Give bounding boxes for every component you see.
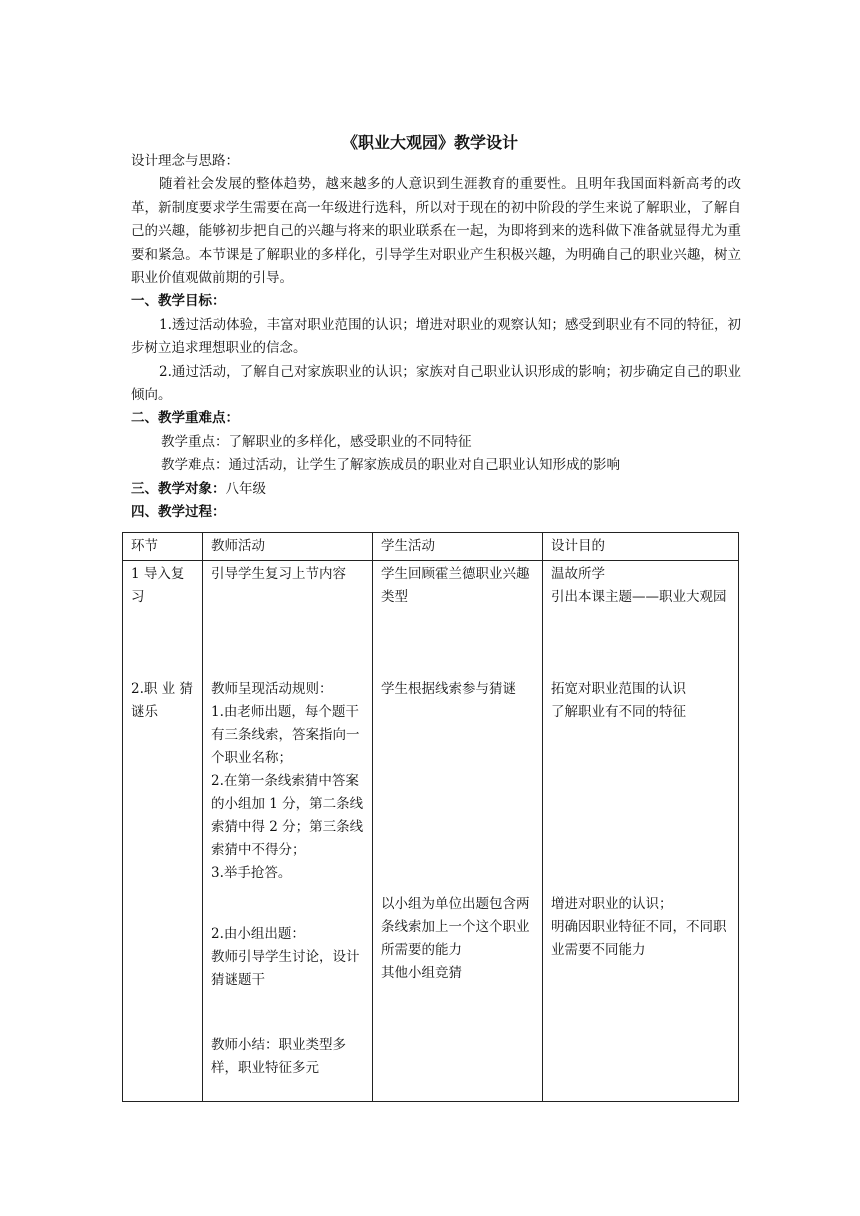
purpose-group: 增进对职业的认识； 明确因职业特征不同，不同职业需要不同能力 bbox=[551, 896, 727, 958]
difficult-point: 教学难点：通过活动，让学生了解家族成员的职业对自己职业认知形成的影响 bbox=[161, 457, 620, 474]
teacher-rules: 教师呈现活动规则： 1.由老师出题，每个题干有三条线索，答案指向一个职业名称； 2.在第一条线索猜中答案的小组加 1 分，第二条线索猜中得 2 分；第三条线索猜中不得分； 3.举手抢答。 bbox=[211, 681, 364, 881]
header-teacher: 教师活动 bbox=[203, 533, 373, 561]
stage-cell bbox=[123, 561, 203, 1102]
section-idea-heading: 设计理念与思路： bbox=[131, 153, 239, 169]
key-point: 教学重点：了解职业的多样化，感受职业的不同特征 bbox=[161, 433, 472, 450]
student-row1: 学生回顾霍兰德职业兴趣类型 bbox=[381, 566, 530, 605]
table-header-row bbox=[123, 533, 739, 561]
teacher-group-question: 2.由小组出题： 教师引导学生讨论，设计猜谜题干 bbox=[211, 926, 360, 988]
section-goals-heading: 一、教学目标： bbox=[131, 293, 226, 310]
idea-paragraph: 随着社会发展的整体趋势，越来越多的人意识到生涯教育的重要性。且明年我国面料新高考的改革，新制度要求学生需要在高一年级进行选科，所以对于现在的初中阶段的学生来说了解职业，了解自己的兴趣，能够初步把自己的兴趣与将来的职业联系在一起，为即将到来的选科做下准备就显得尤为重要和紧急。本节课是了解职业的多样化，引导学生对职业产生积极兴趣，为明确自己的职业兴趣，树立职业价值观做前期的引导。 bbox=[131, 176, 741, 287]
header-stage: 环节 bbox=[123, 533, 203, 561]
header-purpose: 设计目的 bbox=[543, 533, 739, 561]
goal-2: 2.通过活动，了解自己对家族职业的认识；家族对自己职业认识形成的影响；初步确定自己的职业倾向。 bbox=[131, 363, 741, 404]
section-target-value: 八年级 bbox=[225, 480, 266, 497]
stage-1: 1 导入复习 bbox=[131, 566, 185, 605]
goals-block bbox=[131, 314, 741, 408]
idea-paragraph-block bbox=[131, 173, 741, 290]
header-student: 学生活动 bbox=[373, 533, 543, 561]
section-process-heading: 四、教学过程： bbox=[131, 504, 226, 521]
student-cell bbox=[373, 561, 543, 1102]
section-target-label: 三、教学对象： bbox=[131, 480, 226, 497]
student-guess: 学生根据线索参与猜谜 bbox=[381, 681, 516, 697]
goal-1: 1.透过活动体验，丰富对职业范围的认识；增进对职业的观察认知；感受到职业有不同的特征，初步树立追求理想职业的信念。 bbox=[131, 316, 741, 357]
purpose-row1: 温故所学 引出本课主题——职业大观园 bbox=[551, 566, 727, 605]
table-row bbox=[123, 561, 739, 1102]
stage-2: 2.职 业 猜谜乐 bbox=[131, 681, 193, 720]
purpose-cell bbox=[543, 561, 739, 1102]
purpose-guess: 拓宽对职业范围的认识 了解职业有不同的特征 bbox=[551, 681, 686, 720]
section-keypoints-heading: 二、教学重难点： bbox=[131, 410, 239, 427]
document-title: 《职业大观园》教学设计 bbox=[341, 133, 518, 152]
teacher-cell bbox=[203, 561, 373, 1102]
process-table bbox=[122, 532, 739, 1102]
teacher-row1: 引导学生复习上节内容 bbox=[211, 566, 346, 582]
teacher-summary: 教师小结：职业类型多样，职业特征多元 bbox=[211, 1037, 346, 1076]
body-text bbox=[131, 150, 741, 525]
student-group: 以小组为单位出题包含两条线索加上一个这个职业所需要的能力 其他小组竞猜 bbox=[381, 896, 530, 981]
section-target bbox=[131, 478, 741, 501]
